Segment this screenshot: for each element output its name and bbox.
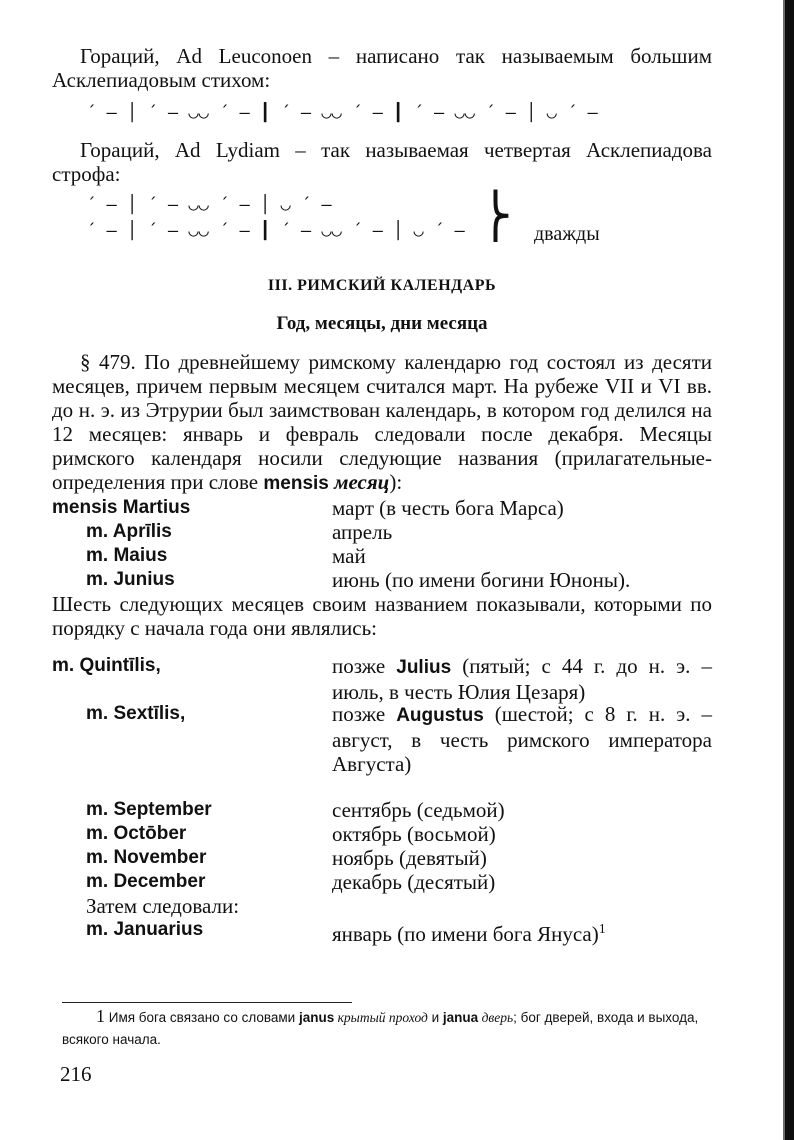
mensis-word: mensis [263,473,329,494]
footnote [62,1005,722,1051]
month-def: март (в честь бога Марса) [332,496,564,520]
month-row [52,870,712,894]
month-term: m. December [86,871,206,892]
then-label: Затем следовали: [86,894,240,918]
paragraph-closing: ): [389,470,403,494]
mensis-gloss: месяц [334,470,390,494]
brace-glyph: ⎬ [479,191,512,242]
page-body [52,44,713,946]
def-bold: Augustus [396,705,484,726]
month-term: mensis Martius [52,497,191,518]
footnote-word-janus: janus [298,1010,335,1025]
month-term: m. Sextīlis, [86,703,186,724]
month-row [52,822,712,846]
january-def: январь (по имени бога Януса) [332,922,599,946]
month-def: ноябрь (девятый) [332,846,487,870]
section-subheading: Год, месяцы, дни месяца [276,313,488,334]
month-row [52,846,712,870]
footnote-rule [62,1002,352,1003]
meter-scheme-major: ´ ‒ │ ´ ‒ ◡◡ ´ ‒ ┃ ´ ‒ ◡◡ ´ ‒ ┃ ´ ‒ ◡◡ ´ ‒ │ ◡ ´ ‒ [86,103,598,123]
month-def: сентябрь (седьмой) [332,798,505,822]
footnote-gloss-1: крытый проход [334,1010,428,1025]
month-def: апрель [332,520,393,544]
spacer [52,640,712,654]
then-row [52,894,712,918]
paragraph-text: По древнейшему римскому календарю год состоял из десяти месяцев, причем первым месяцем считался март. На рубеже VII и VI вв. до н. э. из Этрурии был заимствован календарь, в котором год делился на 12 месяцев: январь и февраль следовали после декабря. Месяцы римского календаря носили следующие названия (прилагательные-определения при слове [52,350,713,494]
footnote-word-janua: janua [442,1010,479,1025]
def-post: (пятый; с 44 г. до н. э. – июль, в честь Юлия Цезаря) [332,654,712,704]
month-def: октябрь (восьмой) [332,822,496,846]
months-list-second [52,654,712,946]
month-row [52,520,712,544]
meter-strophe [86,191,712,248]
month-term: m. Junius [86,569,175,590]
month-def: июнь (по имени богини Юноны). [332,568,631,592]
paragraph-number: § 479. [80,350,136,374]
month-term: m. Januarius [86,919,204,940]
month-def [332,702,712,776]
month-row [52,798,712,822]
footnote-mark: 1 [598,922,606,937]
paragraph-479 [52,350,712,496]
month-term: m. Quintīlis, [52,655,161,676]
months-list-first [52,496,712,592]
month-def [332,654,712,704]
month-def: декабрь (десятый) [332,870,496,894]
month-row-january [52,918,712,946]
month-term: m. November [86,847,207,868]
meter-strophe-line-2: ´ ‒ │ ´ ‒ ◡◡ ´ ‒ ┃ ´ ‒ ◡◡ ´ ‒ │ ◡ ´ ‒ [86,221,465,241]
strophe-intro: Гораций, Ad Lydiam – так называемая четвертая Асклепиадова строфа: [52,138,712,186]
month-def: май [332,544,366,568]
twice-label: дважды [534,223,600,245]
def-bold: Julius [396,657,452,678]
footnote-part2: ; бог дверей, входа и выхода, всякого начала. [62,1010,699,1047]
scan-edge [785,0,794,1140]
page-number: 216 [60,1062,92,1086]
month-row [52,702,712,798]
month-def [332,918,712,946]
month-row [52,544,712,568]
section-heading: III. РИМСКИЙ КАЛЕНДАРЬ [267,277,497,294]
meter-strophe-line-1: ´ ‒ │ ´ ‒ ◡◡ ´ ‒ │ ◡ ´ ‒ [86,195,332,215]
def-pre: позже [332,702,397,726]
month-term: m. Aprīlis [86,521,172,542]
month-term: m. Maius [86,545,168,566]
month-row [52,568,712,592]
asclepiad-intro: Гораций, Ad Leuconoen – написано так называемым большим Асклепиадовым стихом: [52,44,712,92]
month-term: m. Octōber [86,823,187,844]
middle-text: Шесть следующих месяцев своим названием показывали, которыми по порядку с начала года они являлись: [52,592,712,640]
month-term: m. September [86,799,212,820]
footnote-part1: Имя бога связано со словами [105,1010,299,1025]
footnote-number: 1 [96,1006,105,1026]
footnote-and: и [427,1010,443,1025]
def-pre: позже [332,654,397,678]
month-row [52,496,712,520]
footnote-gloss-2: дверь [478,1010,514,1025]
def-post: (шестой; с 8 г. н. э. – август, в честь римского императора Августа) [332,702,712,776]
month-row [52,654,712,702]
